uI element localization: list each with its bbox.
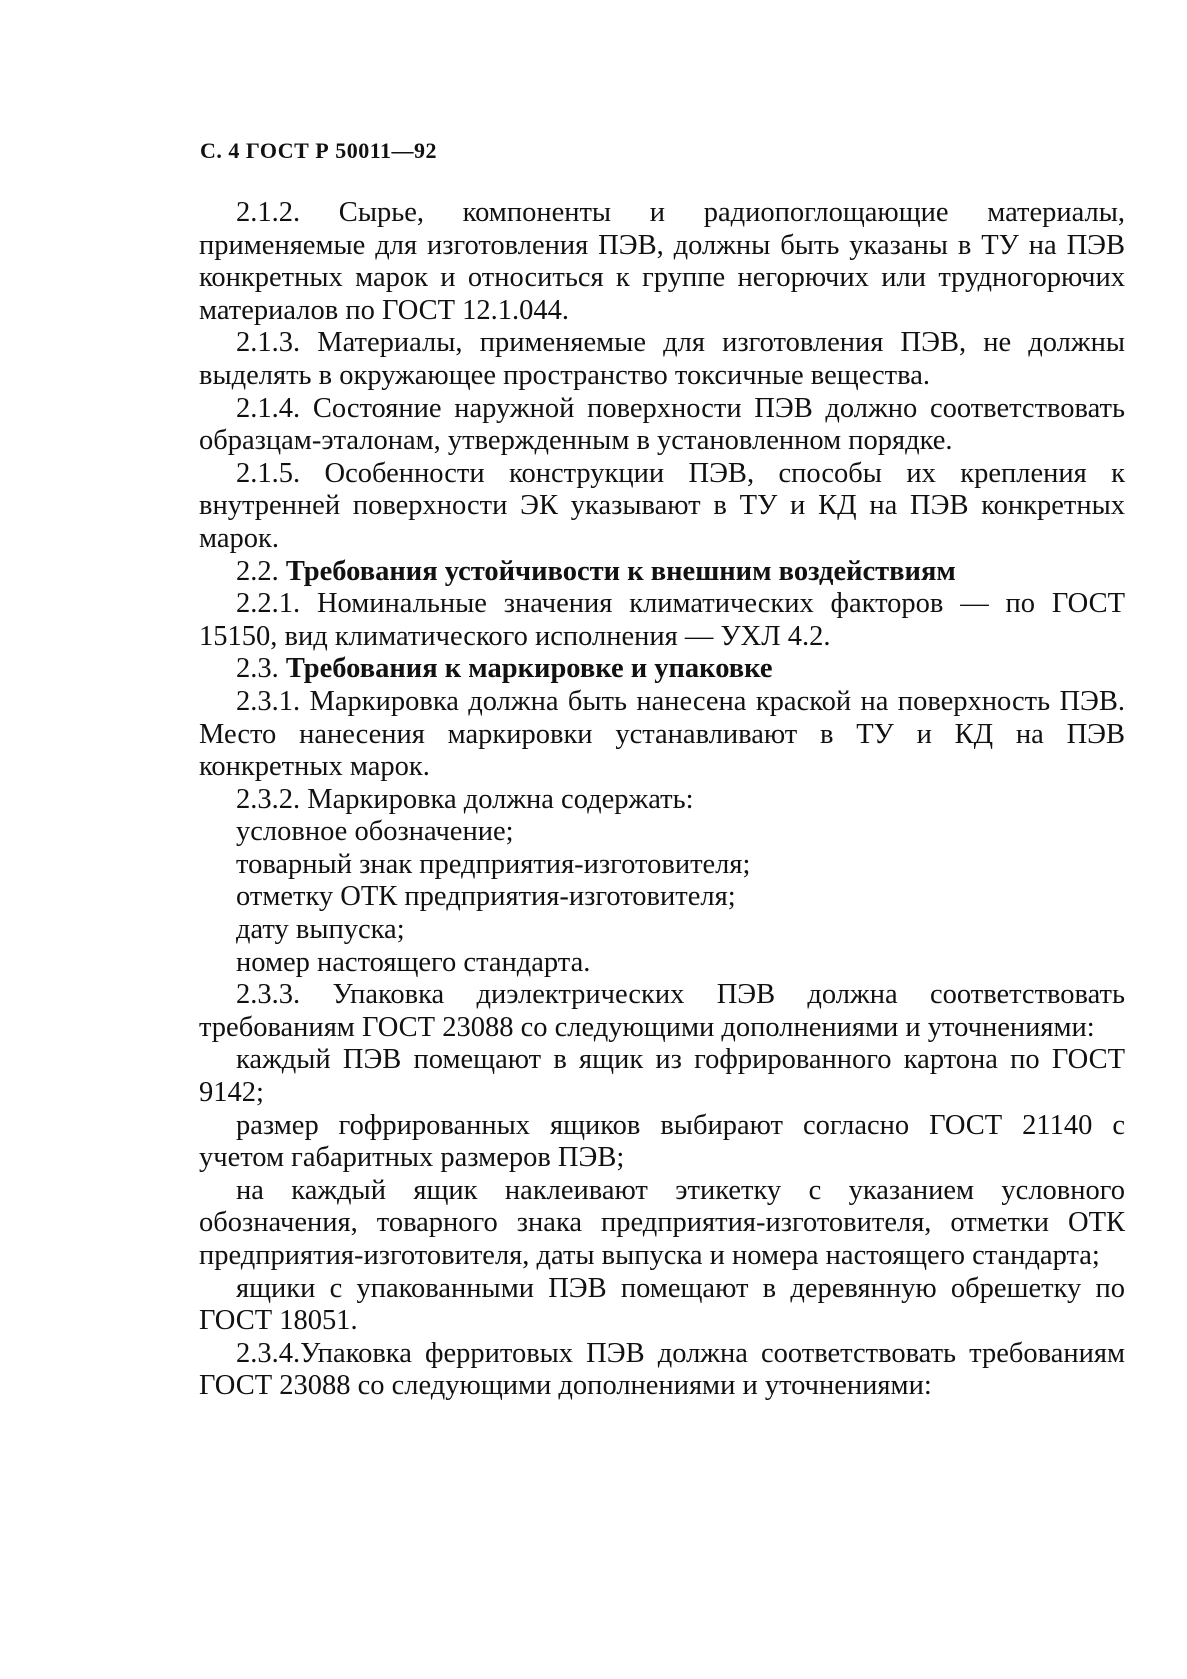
section-title: Требования устойчивости к внешним воздействиям (285, 555, 956, 587)
section-number: 2.2. (236, 555, 279, 587)
packaging-item: ящики с упакованными ПЭВ помещают в деревянную обрешетку по ГОСТ 18051. (199, 1272, 1125, 1337)
packaging-item: на каждый ящик наклеивают этикетку с указанием условного обозначения, товарного знака предприятия-изготовителя, отметки ОТК предприятия-изготовителя, даты выпуска и номера настоящего стандарта; (199, 1174, 1125, 1271)
section-title: Требования к маркировке и упаковке (285, 653, 773, 685)
paragraph-2-3-3: 2.3.3. Упаковка диэлектрических ПЭВ должна соответствовать требованиям ГОСТ 23088 со следующими дополнениями и уточнениями: (199, 979, 1125, 1043)
section-heading-2-3 (199, 653, 1125, 686)
marking-item: дату выпуска; (236, 914, 405, 946)
running-header: С. 4 ГОСТ Р 50011—92 (200, 138, 438, 163)
paragraph-2-3-2: 2.3.2. Маркировка должна содержать: (236, 783, 694, 815)
paragraph-2-3-1: 2.3.1. Маркировка должна быть нанесена краской на поверхность ПЭВ. Место нанесения маркировки устанавливают в ТУ и КД на ПЭВ конкретных марок. (199, 685, 1125, 783)
marking-item: номер настоящего стандарта. (236, 946, 591, 978)
paragraph-2-2-1: 2.2.1. Номинальные значения климатических факторов — по ГОСТ 15150, вид климатического исполнения — УХЛ 4.2. (199, 588, 1125, 652)
paragraph-2-1-2: 2.1.2. Сырье, компоненты и радиопоглощающие материалы, применяемые для изготовления ПЭВ, должны быть указаны в ТУ на ПЭВ конкретных марок и относиться к группе негорючих или трудногорючих материалов по ГОСТ 12.1.044. (199, 197, 1125, 326)
packaging-item: размер гофрированных ящиков выбирают согласно ГОСТ 21140 с учетом габаритных размеров ПЭВ; (199, 1109, 1125, 1174)
paragraph-2-1-3: 2.1.3. Материалы, применяемые для изготовления ПЭВ, не должны выделять в окружающее пространство токсичные вещества. (199, 327, 1125, 391)
paragraph-2-3-4: 2.3.4.Упаковка ферритовых ПЭВ должна соответствовать требованиям ГОСТ 23088 со следующими дополнениями и уточнениями: (199, 1337, 1125, 1402)
paragraph-2-1-5: 2.1.5. Особенности конструкции ПЭВ, способы их крепления к внутренней поверхности ЭК указывают в ТУ и КД на ПЭВ конкретных марок. (199, 457, 1125, 554)
document-body (199, 197, 1125, 1403)
paragraph-2-1-4: 2.1.4. Состояние наружной поверхности ПЭВ должно соответствовать образцам-эталонам, утвержденным в установленном порядке. (199, 392, 1125, 457)
packaging-item: каждый ПЭВ помещают в ящик из гофрированного картона по ГОСТ 9142; (199, 1044, 1125, 1109)
marking-item: отметку ОТК предприятия-изготовителя; (236, 881, 736, 913)
marking-item: условное обозначение; (236, 816, 514, 848)
marking-item: товарный знак предприятия-изготовителя; (236, 848, 751, 880)
section-heading-2-2 (199, 556, 1125, 589)
section-number: 2.3. (236, 653, 279, 685)
